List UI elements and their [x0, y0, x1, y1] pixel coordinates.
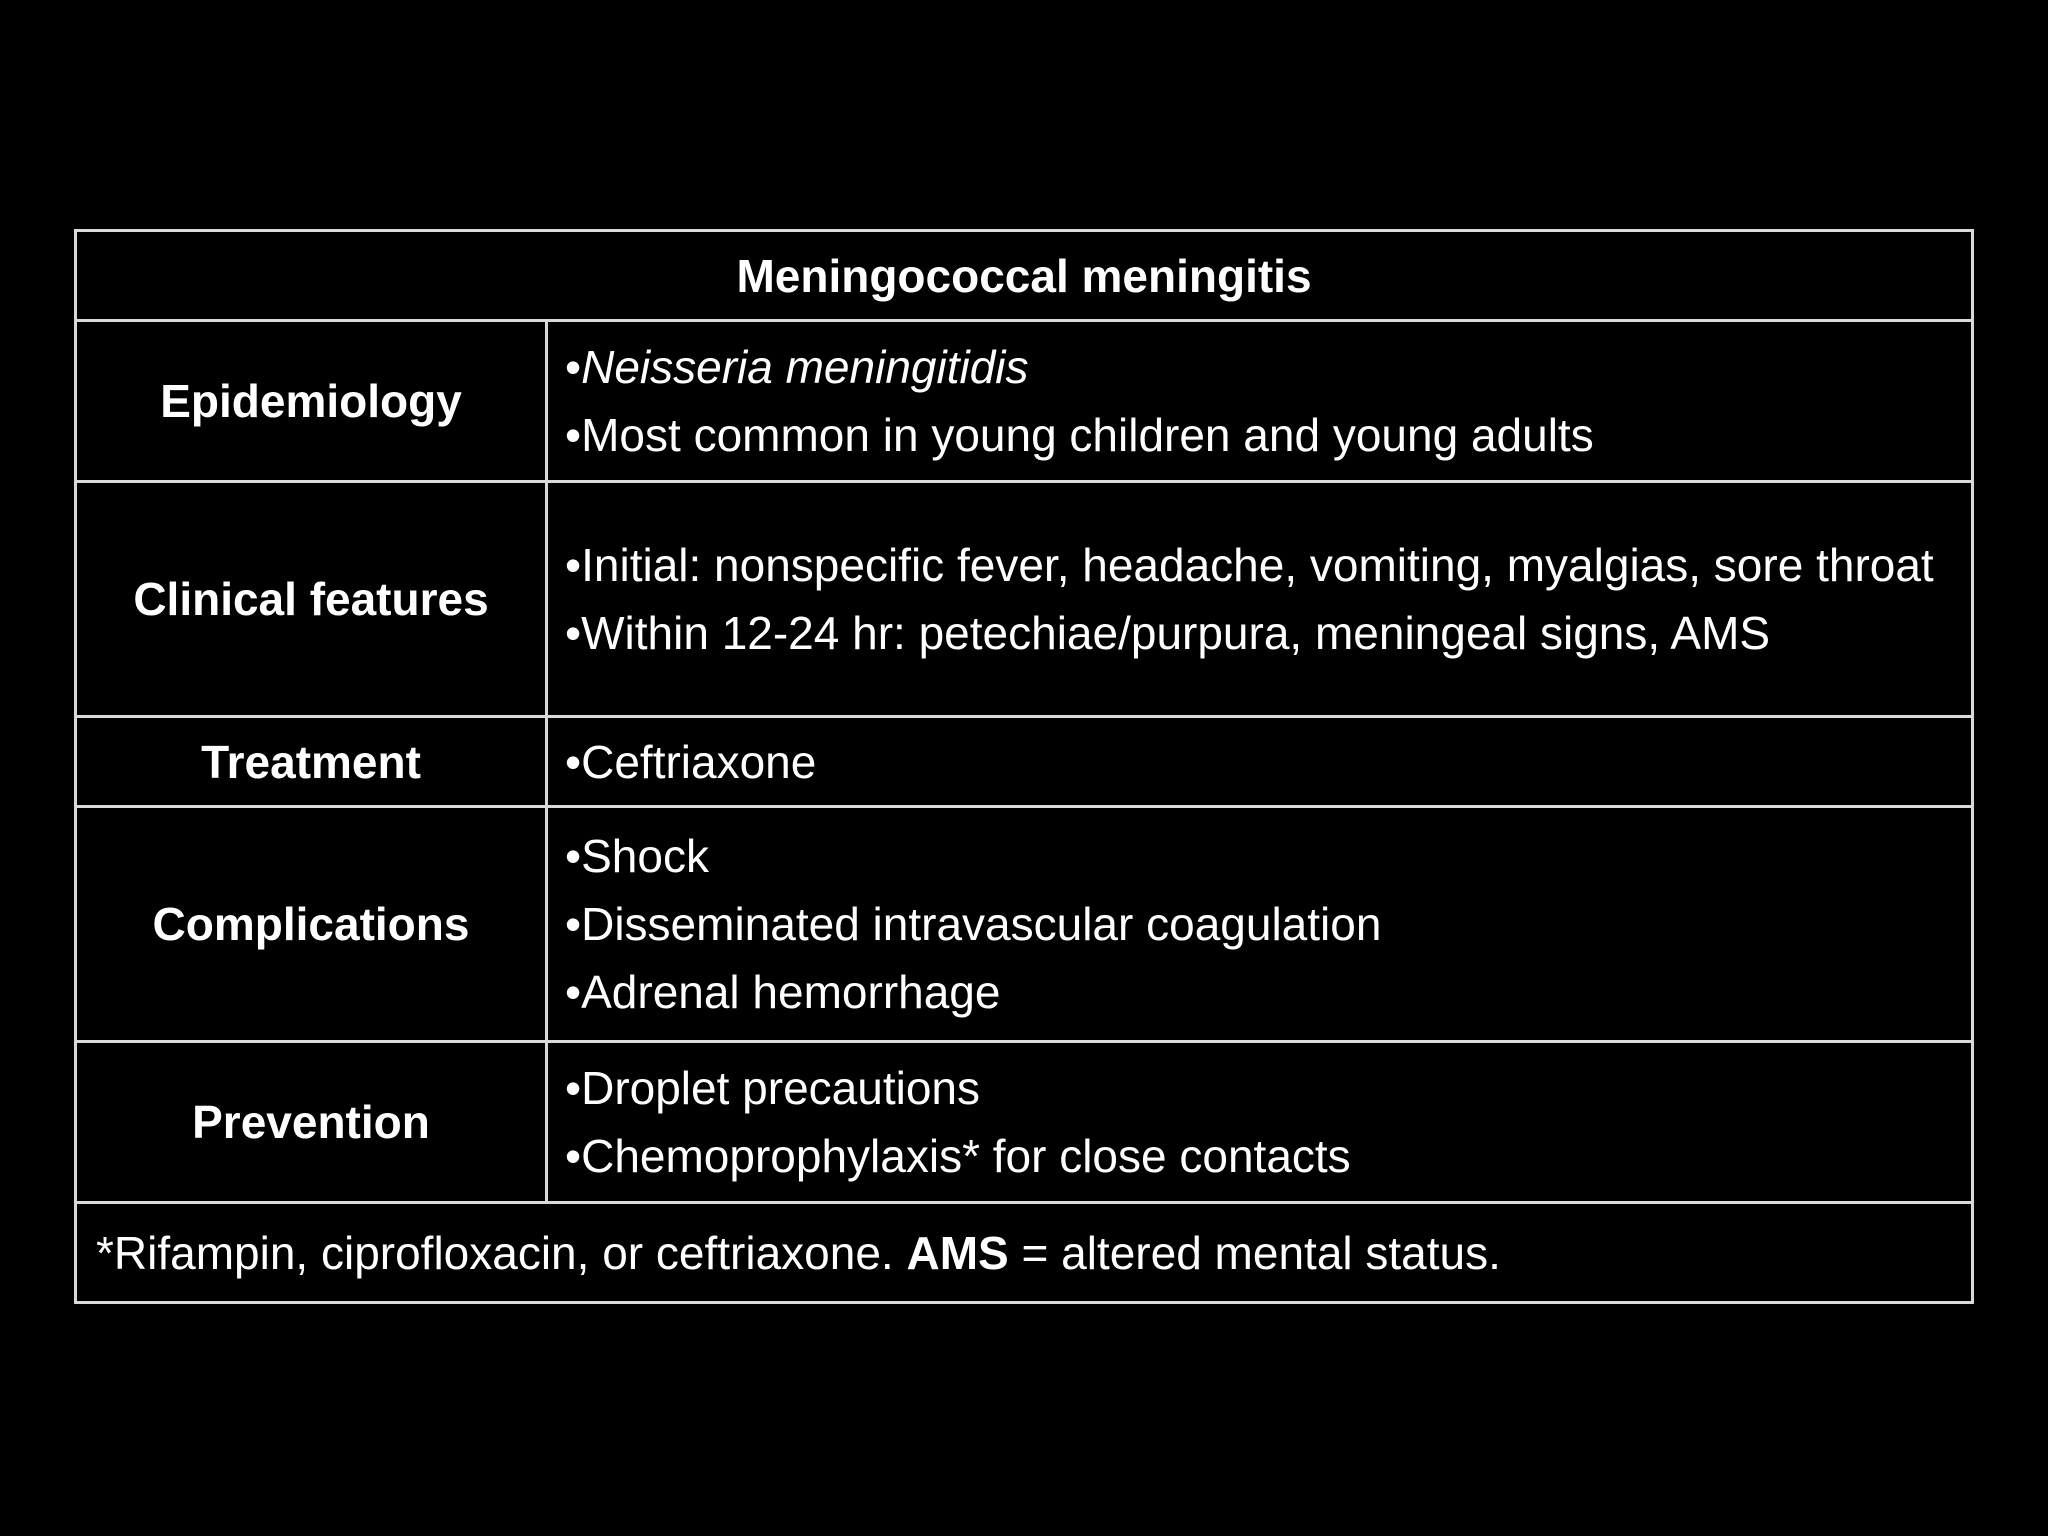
row-label-treatment: Treatment	[76, 717, 547, 807]
organism-name: Neisseria meningitidis	[581, 341, 1029, 393]
row-label-complications: Complications	[76, 807, 547, 1042]
footnote-text: *Rifampin, ciprofloxacin, or ceftriaxone.	[96, 1226, 907, 1279]
row-label-prevention: Prevention	[76, 1042, 547, 1203]
row-label-epidemiology: Epidemiology	[76, 321, 547, 482]
title-row	[76, 231, 1973, 321]
bullet: •	[565, 341, 582, 393]
meningitis-table	[74, 229, 1974, 1304]
list-item: •Most common in young children and young adults	[565, 409, 1594, 461]
list-item: •Ceftriaxone	[565, 735, 817, 788]
table-title: Meningococcal meningitis	[76, 231, 1973, 321]
list-item: •Within 12-24 hr: petechiae/purpura, meningeal signs, AMS	[565, 607, 1771, 659]
footnote-row	[76, 1203, 1973, 1303]
row-content-treatment	[547, 717, 1973, 807]
footnote	[76, 1203, 1973, 1303]
list-item: •Adrenal hemorrhage	[565, 966, 1001, 1018]
row-content-complications	[547, 807, 1973, 1042]
table-row-epidemiology	[76, 321, 1973, 482]
table-row-complications	[76, 807, 1973, 1042]
list-item: •Initial: nonspecific fever, headache, vomiting, myalgias, sore throat	[565, 539, 1934, 591]
list-item: •Chemoprophylaxis* for close contacts	[565, 1130, 1351, 1182]
row-content-clinical-features	[547, 482, 1973, 717]
list-item: •Shock	[565, 830, 709, 882]
footnote-abbreviation: AMS	[906, 1226, 1009, 1279]
row-content-prevention	[547, 1042, 1973, 1203]
row-content-epidemiology	[547, 321, 1973, 482]
table-row-treatment	[76, 717, 1973, 807]
list-item: •Droplet precautions	[565, 1062, 980, 1114]
footnote-definition: = altered mental status.	[1008, 1226, 1501, 1279]
list-item: •Disseminated intravascular coagulation	[565, 898, 1382, 950]
list-item	[565, 333, 1963, 401]
table-row-clinical-features	[76, 482, 1973, 717]
table-row-prevention	[76, 1042, 1973, 1203]
row-label-clinical-features: Clinical features	[76, 482, 547, 717]
